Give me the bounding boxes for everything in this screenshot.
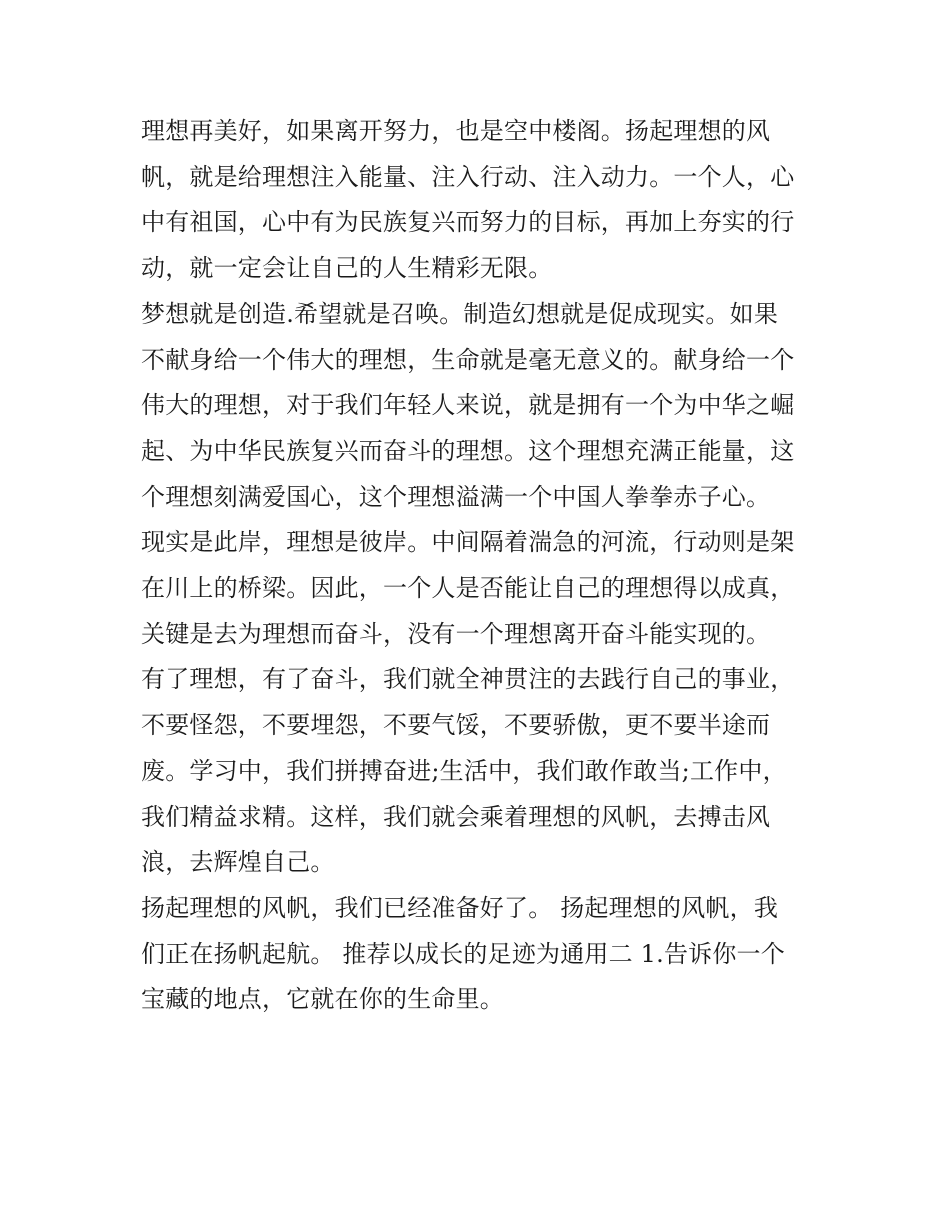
text-line: 伟大的理想，对于我们年轻人来说，就是拥有一个为中华之崛 bbox=[141, 391, 795, 420]
text-line: 起、为中华民族复兴而奋斗的理想。这个理想充满正能量，这 bbox=[141, 436, 795, 465]
text-line: 我们精益求精。这样，我们就会乘着理想的风帆，去搏击风 bbox=[141, 802, 771, 831]
text-line: 关键是去为理想而奋斗，没有一个理想离开奋斗能实现的。 bbox=[141, 619, 771, 648]
text-line: 梦想就是创造.希望就是召唤。制造幻想就是促成现实。如果 bbox=[141, 299, 779, 328]
text-line: 中有祖国，心中有为民族复兴而努力的目标，再加上夯实的行 bbox=[141, 208, 795, 237]
text-line: 浪，去辉煌自己。 bbox=[141, 848, 335, 877]
text-line: 不献身给一个伟大的理想，生命就是毫无意义的。献身给一个 bbox=[141, 345, 795, 374]
text-line: 扬起理想的风帆，我们已经准备好了。 扬起理想的风帆，我 bbox=[141, 893, 779, 922]
text-line: 有了理想，有了奋斗，我们就全神贯注的去践行自己的事业， bbox=[141, 665, 795, 694]
text-line: 个理想刻满爱国心，这个理想溢满一个中国人拳拳赤子心。 bbox=[141, 482, 771, 511]
document-body bbox=[141, 109, 821, 1023]
text-line: 们正在扬帆起航。 推荐以成长的足迹为通用二 1.告诉你一个 bbox=[141, 939, 785, 968]
text-line: 动，就一定会让自己的人生精彩无限。 bbox=[141, 254, 553, 283]
text-line: 宝藏的地点，它就在你的生命里。 bbox=[141, 985, 504, 1014]
text-line: 废。学习中，我们拼搏奋进;生活中，我们敢作敢当;工作中， bbox=[141, 756, 787, 785]
text-line: 不要怪怨，不要埋怨，不要气馁，不要骄傲，更不要半途而 bbox=[141, 711, 771, 740]
text-line: 帆，就是给理想注入能量、注入行动、注入动力。一个人，心 bbox=[141, 162, 795, 191]
text-line: 现实是此岸，理想是彼岸。中间隔着湍急的河流，行动则是架 bbox=[141, 528, 795, 557]
text-line: 在川上的桥梁。因此，一个人是否能让自己的理想得以成真， bbox=[141, 574, 795, 603]
text-line: 理想再美好，如果离开努力，也是空中楼阁。扬起理想的风 bbox=[141, 117, 771, 145]
